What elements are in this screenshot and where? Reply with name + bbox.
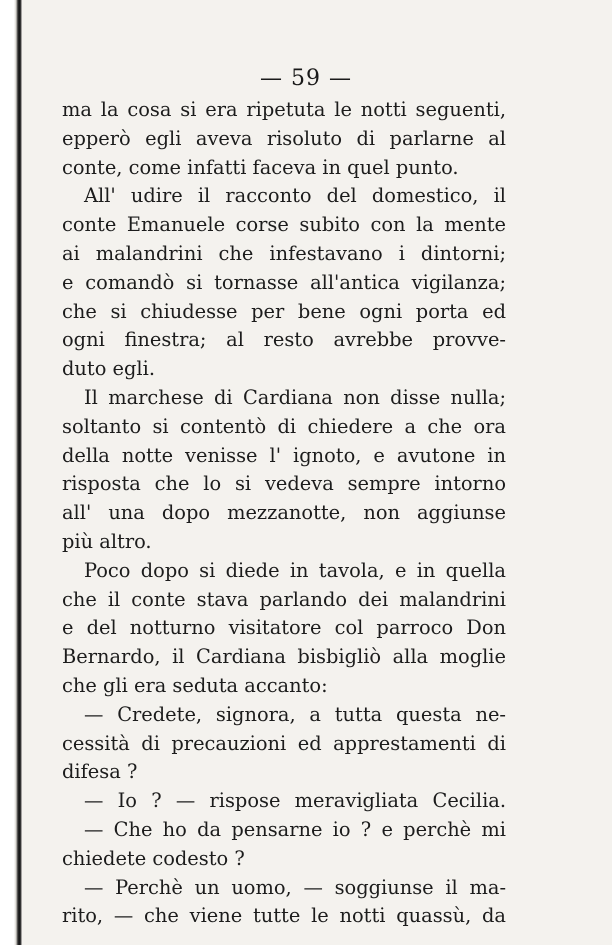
- text-line: epperò egli aveva risoluto di parlarne al: [62, 126, 506, 150]
- text-line: più altro.: [62, 529, 152, 553]
- text-line: — Che ho da pensarne io ? e perchè mi: [84, 817, 506, 841]
- text-line: della notte venisse l' ignoto, e avutone in: [62, 443, 506, 467]
- text-line: Bernardo, il Cardiana bisbigliò alla moglie: [62, 645, 506, 669]
- text-line: duto egli.: [62, 357, 155, 381]
- text-line: risposta che lo si vedeva sempre intorno: [62, 472, 506, 496]
- text-line: e comandò si tornasse all'antica vigilanza;: [62, 270, 506, 294]
- text-line: e del notturno visitatore col parroco Don: [62, 616, 506, 640]
- text-line: ma la cosa si era ripetuta le notti seguenti,: [62, 98, 506, 121]
- text-line: Poco dopo si diede in tavola, e in quella: [84, 558, 506, 582]
- text-line: chiedete codesto ?: [62, 846, 245, 870]
- text-line: che il conte stava parlando dei malandrini: [62, 587, 506, 611]
- text-line: — Credete, signora, a tutta questa ne-: [84, 702, 506, 726]
- text-line: conte, come infatti faceva in quel punto.: [62, 155, 459, 179]
- text-line: conte Emanuele corse subito con la mente: [62, 213, 506, 237]
- text-line: ai malandrini che infestavano i dintorni;: [62, 241, 506, 265]
- text-line: soltanto si contentò di chiedere a che ora: [62, 414, 506, 438]
- text-line: — Perchè un uomo, — soggiunse il ma-: [84, 875, 506, 899]
- text-line: — Io ? — rispose meravigliata Cecilia.: [84, 789, 506, 813]
- page-number: — 59 —: [260, 66, 352, 91]
- page-body: [62, 96, 506, 931]
- text-line: che gli era seduta accanto:: [62, 673, 328, 697]
- text-line: che si chiudesse per bene ogni porta ed: [62, 299, 506, 323]
- text-line: Il marchese di Cardiana non disse nulla;: [84, 385, 506, 409]
- text-line: ogni finestra; al resto avrebbe provve-: [62, 328, 506, 352]
- book-spine-edge: [0, 0, 22, 945]
- text-line: all' una dopo mezzanotte, non aggiunse: [62, 501, 506, 525]
- text-line: difesa ?: [62, 760, 138, 784]
- text-line: cessità di precauzioni ed apprestamenti di: [62, 731, 506, 755]
- text-line: All' udire il racconto del domestico, il: [84, 184, 506, 208]
- text-line: rito, — che viene tutte le notti quassù, da: [62, 904, 506, 928]
